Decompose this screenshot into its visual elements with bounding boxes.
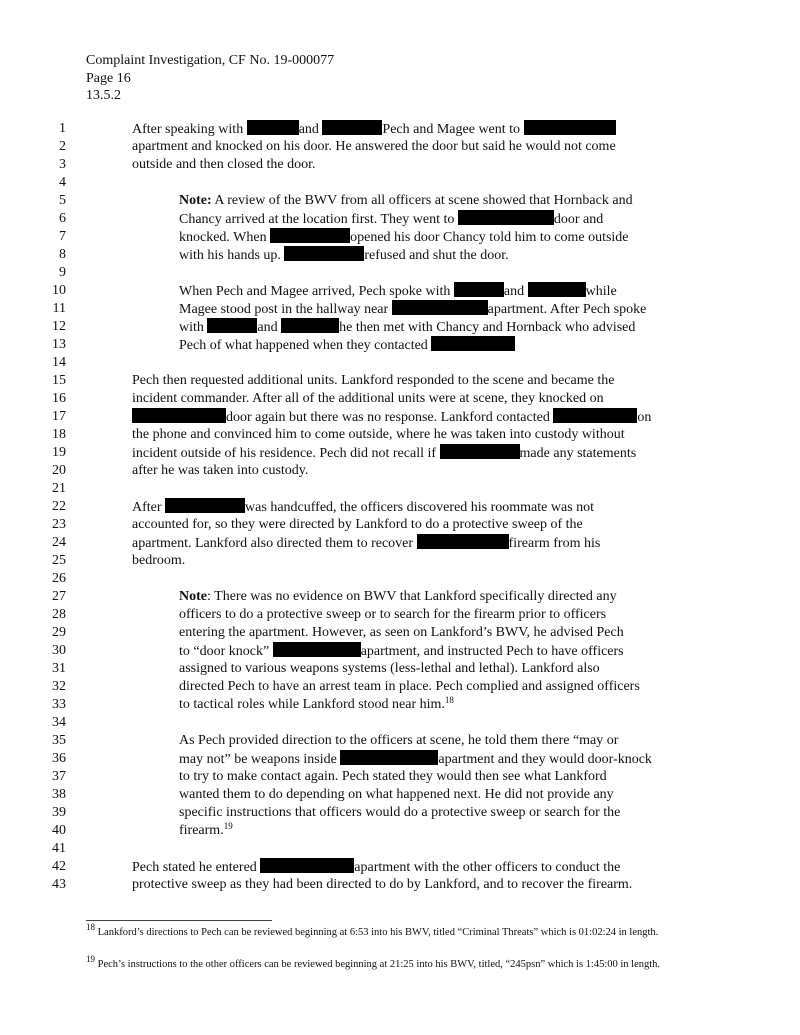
line-number: 9 xyxy=(59,265,66,280)
redaction-box xyxy=(165,498,245,513)
line-text: refused and shut the door. xyxy=(364,248,509,263)
line-number: 6 xyxy=(59,211,66,226)
line-text: officers to do a protective sweep or to search for the firearm prior to officers xyxy=(179,607,607,622)
note-label: Note: xyxy=(179,193,212,208)
redaction-box xyxy=(392,300,488,315)
redaction-box xyxy=(247,120,299,135)
line-text: Pech of what happened when they contacted xyxy=(179,338,432,353)
line-number: 16 xyxy=(52,391,66,406)
line-text: apartment. Lankford also directed them to recover xyxy=(132,536,417,551)
line-text: directed Pech to have an arrest team in place. Pech complied and assigned officers xyxy=(179,679,640,694)
redaction-box xyxy=(528,282,586,297)
line-text: apartment and knocked on his door. He answered the door but said he would not come xyxy=(132,139,616,154)
line-text: apartment with the other officers to conduct the xyxy=(354,860,621,875)
line-number: 27 xyxy=(52,589,66,604)
line-text: outside and then closed the door. xyxy=(132,157,316,172)
line-text: After xyxy=(132,500,166,515)
line-number: 41 xyxy=(52,841,66,856)
line-number: 30 xyxy=(52,643,66,658)
redaction-box xyxy=(322,120,382,135)
redaction-box xyxy=(260,858,354,873)
line-number: 34 xyxy=(52,715,66,730)
line-number: 13 xyxy=(52,337,66,352)
line-text: while xyxy=(585,284,617,299)
line-text: A review of the BWV from all officers at scene showed that Hornback and xyxy=(211,193,633,208)
line-number: 28 xyxy=(52,607,66,622)
line-text: may not” be weapons inside xyxy=(179,752,341,767)
footnote-number: 18 xyxy=(86,922,95,932)
line-number: 42 xyxy=(52,859,66,874)
redaction-box xyxy=(340,750,438,765)
line-number: 4 xyxy=(59,175,66,190)
line-number: 43 xyxy=(52,877,66,892)
line-text: and xyxy=(298,122,323,137)
line-number: 1 xyxy=(59,121,66,136)
section-number: 13.5.2 xyxy=(86,88,121,103)
line-number: 18 xyxy=(52,427,66,442)
line-number: 35 xyxy=(52,733,66,748)
line-text: accounted for, so they were directed by Lankford to do a protective sweep of the xyxy=(132,517,583,532)
footnote-divider xyxy=(86,920,272,921)
line-number: 19 xyxy=(52,445,66,460)
line-number: 31 xyxy=(52,661,66,676)
redaction-box xyxy=(440,444,520,459)
redaction-box xyxy=(454,282,504,297)
redaction-box xyxy=(270,228,350,243)
line-text: after he was taken into custody. xyxy=(132,463,309,478)
line-text: entering the apartment. However, as seen on Lankford’s BWV, he advised Pech xyxy=(179,625,624,640)
line-text: apartment. After Pech spoke xyxy=(487,302,647,317)
line-number: 29 xyxy=(52,625,66,640)
line-text: assigned to various weapons systems (less-lethal and lethal). Lankford also xyxy=(179,661,600,676)
redaction-box xyxy=(553,408,637,423)
line-text: to tactical roles while Lankford stood near him. xyxy=(179,697,445,712)
page-header xyxy=(86,52,334,105)
line-text: to “door knock” xyxy=(179,644,273,659)
line-number: 38 xyxy=(52,787,66,802)
line-number: 5 xyxy=(59,193,66,208)
line-text: protective sweep as they had been directed to do by Lankford, and to recover the firearm. xyxy=(132,877,633,892)
line-text: apartment, and instructed Pech to have officers xyxy=(360,644,624,659)
line-number: 24 xyxy=(52,535,66,550)
line-text: : There was no evidence on BWV that Lankford specifically directed any xyxy=(207,589,617,604)
line-text: he then met with Chancy and Hornback who advised xyxy=(339,320,636,335)
case-title: Complaint Investigation, CF No. 19-000077 xyxy=(86,53,335,68)
line-text: was handcuffed, the officers discovered his roommate was not xyxy=(245,500,595,515)
line-number: 15 xyxy=(52,373,66,388)
footnote-ref-19[interactable]: 19 xyxy=(223,821,233,831)
line-text: apartment and they would door-knock xyxy=(438,752,652,767)
redaction-box xyxy=(524,120,616,135)
line-text: with xyxy=(179,320,208,335)
line-text: incident commander. After all of the additional units were at scene, they knocked on xyxy=(132,391,604,406)
line-number: 12 xyxy=(52,319,66,334)
line-number: 32 xyxy=(52,679,66,694)
redaction-box xyxy=(431,336,515,351)
line-text: incident outside of his residence. Pech did not recall if xyxy=(132,446,440,461)
redaction-box xyxy=(207,318,257,333)
line-text: on xyxy=(637,410,652,425)
line-text: When Pech and Magee arrived, Pech spoke with xyxy=(179,284,454,299)
line-number: 3 xyxy=(59,157,66,172)
line-number: 36 xyxy=(52,751,66,766)
line-number: 7 xyxy=(59,229,66,244)
line-text: with his hands up. xyxy=(179,248,285,263)
redaction-box xyxy=(458,210,554,225)
line-number: 2 xyxy=(59,139,66,154)
line-text: bedroom. xyxy=(132,553,186,568)
redaction-box xyxy=(417,534,509,549)
page-number: Page 16 xyxy=(86,70,131,86)
line-text: made any statements xyxy=(519,446,637,461)
line-number: 11 xyxy=(52,301,66,316)
line-text: Magee stood post in the hallway near xyxy=(179,302,392,317)
redaction-box xyxy=(281,318,339,333)
line-number: 39 xyxy=(52,805,66,820)
line-text: knocked. When xyxy=(179,230,271,245)
line-text: firearm from his xyxy=(508,536,601,551)
redaction-box xyxy=(284,246,364,261)
line-text: wanted them to do depending on what happened next. He did not provide any xyxy=(179,787,614,802)
line-text: the phone and convinced him to come outside, where he was taken into custody without xyxy=(132,427,625,442)
line-text: After speaking with xyxy=(132,122,247,137)
footnote-number: 19 xyxy=(86,954,95,964)
footnote-text: Pech’s instructions to the other officers can be reviewed beginning at 21:25 into his BWV, titled, “245psn” which is 1:45:00 in length. xyxy=(95,959,661,970)
footnote-19 xyxy=(86,954,706,972)
line-text: firearm. xyxy=(179,823,224,838)
redaction-box xyxy=(273,642,361,657)
line-number: 37 xyxy=(52,769,66,784)
line-number: 25 xyxy=(52,553,66,568)
line-number: 20 xyxy=(52,463,66,478)
redaction-box xyxy=(132,408,226,423)
line-number: 8 xyxy=(59,247,66,262)
line-text: specific instructions that officers would do a protective sweep or search for the xyxy=(179,805,621,820)
line-text: and xyxy=(257,320,282,335)
footnote-18 xyxy=(86,922,706,940)
line-text: and xyxy=(503,284,528,299)
line-number: 14 xyxy=(52,355,66,370)
line-text: Pech stated he entered xyxy=(132,860,261,875)
line-number: 23 xyxy=(52,517,66,532)
line-text: opened his door Chancy told him to come outside xyxy=(350,230,629,245)
line-number: 10 xyxy=(52,283,66,298)
line-text: to try to make contact again. Pech stated they would then see what Lankford xyxy=(179,769,607,784)
line-number: 22 xyxy=(52,499,66,514)
footnote-text: Lankford’s directions to Pech can be reviewed beginning at 6:53 into his BWV, titled “Criminal Threats” which is 01:02:24 in length. xyxy=(95,927,659,938)
line-text: Chancy arrived at the location first. They went to xyxy=(179,212,458,227)
line-text: Pech then requested additional units. Lankford responded to the scene and became the xyxy=(132,373,615,388)
line-text: Pech and Magee went to xyxy=(382,122,524,137)
line-number: 21 xyxy=(52,481,66,496)
line-text: door again but there was no response. Lankford contacted xyxy=(226,410,554,425)
line-number: 40 xyxy=(52,823,66,838)
line-number: 17 xyxy=(52,409,66,424)
line-number: 26 xyxy=(52,571,66,586)
line-number: 33 xyxy=(52,697,66,712)
line-text: As Pech provided direction to the officers at scene, he told them there “may or xyxy=(179,733,619,748)
note-label: Note xyxy=(179,589,207,604)
line-text: door and xyxy=(553,212,604,227)
footnote-ref-18[interactable]: 18 xyxy=(444,695,454,705)
